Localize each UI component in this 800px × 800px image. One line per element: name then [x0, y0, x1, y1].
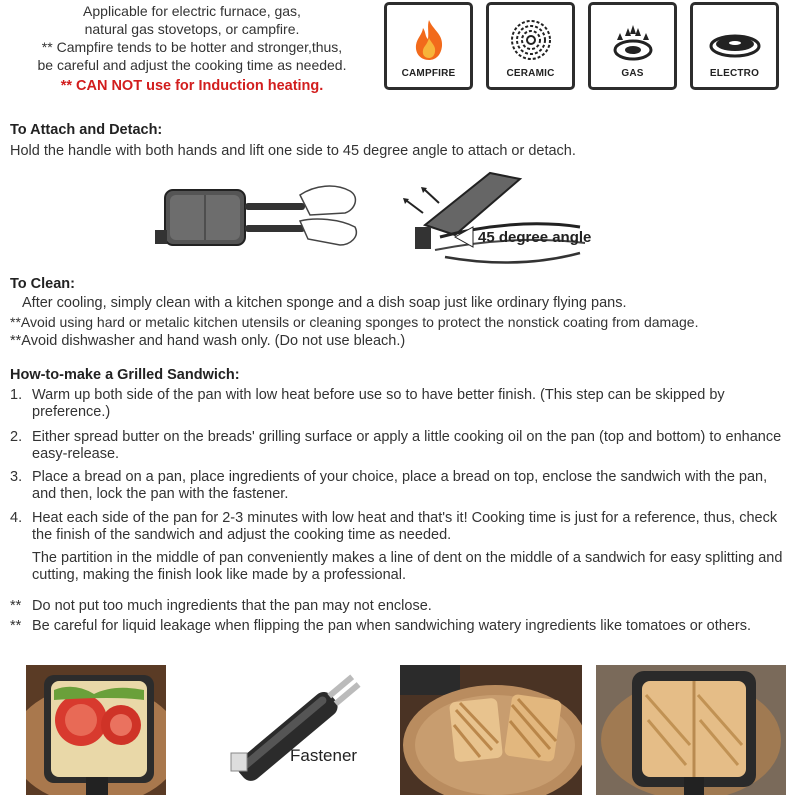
clean-line-3: **Avoid dishwasher and hand wash only. (Do not use bleach.) [10, 333, 406, 349]
attach-text: Hold the handle with both hands and lift one side to 45 degree angle to attach or detach. [10, 143, 576, 159]
icon-label-ceramic: CERAMIC [506, 68, 555, 79]
step-text: Either spread butter on the breads' grilling surface or apply a little cooking oil on the pan (top and bottom) to enhance easy-release. [32, 429, 782, 462]
note-mark: ** [10, 618, 22, 634]
angle-label: 45 degree angle [478, 229, 592, 246]
icon-label-campfire: CAMPFIRE [401, 68, 456, 79]
sandwich-in-pan-photo [596, 665, 786, 795]
attach-illustration [150, 165, 370, 265]
gas-burner-icon [609, 22, 657, 62]
induction-warning: ** CAN NOT use for Induction heating. [60, 78, 324, 94]
step-text: Heat each side of the pan for 2-3 minutes with low heat and that's it! Cooking time is just for a reference, thus, check the finish of the sandwich and adjust the cooking time as needed. [32, 510, 778, 543]
clean-heading: To Clean: [10, 276, 75, 292]
heat-source-icons [384, 2, 779, 90]
step-number: 4. [10, 510, 23, 526]
fastener-label: Fastener [290, 746, 358, 765]
howto-step [10, 429, 785, 463]
caution-note [10, 598, 785, 615]
step-text: Place a bread on a pan, place ingredients of your choice, place a bread on top, enclose the sandwich with the pan, and then, lock the pan with the fastener. [32, 469, 768, 502]
heat-source-ceramic [486, 2, 575, 90]
intro-line-3: ** Campfire tends to be hotter and stronger,thus, [41, 39, 343, 55]
caution-note [10, 618, 785, 635]
step-number: 3. [10, 469, 23, 485]
note-text: Be careful for liquid leakage when flipping the pan when sandwiching watery ingredients like tomatoes or others. [32, 618, 751, 634]
intro-line-2: natural gas stovetops, or campfire. [84, 21, 300, 37]
partition-note [32, 550, 792, 584]
howto-heading: How-to-make a Grilled Sandwich: [10, 367, 240, 383]
icon-label-gas: GAS [621, 68, 644, 79]
fastener-photo [205, 665, 390, 795]
clean-line-2: **Avoid using hard or metalic kitchen utensils or cleaning sponges to protect the nonstick coating from damage. [10, 314, 699, 330]
sandwich-ingredients-photo [26, 665, 166, 795]
step-text: Warm up both side of the pan with low heat before use so to have better finish. (This step can be skipped by preference.) [32, 387, 725, 420]
howto-step [10, 469, 785, 503]
partition-note-text: The partition in the middle of pan conveniently makes a line of dent on the middle of a sandwich for easy splitting and cutting, making the finish look like made by a professional. [32, 550, 783, 583]
angle-illustration [395, 165, 635, 270]
note-mark: ** [10, 598, 22, 614]
heat-source-gas [588, 2, 677, 90]
step-number: 2. [10, 429, 23, 445]
clean-line-1: After cooling, simply clean with a kitchen sponge and a dish soap just like ordinary flying pans. [22, 295, 627, 311]
heat-source-electro [690, 2, 779, 90]
intro-line-1: Applicable for electric furnace, gas, [83, 3, 301, 19]
ceramic-coil-icon [509, 18, 553, 62]
intro-text [0, 2, 384, 95]
grilled-sandwich-plate-photo [400, 665, 582, 795]
intro-line-4: be careful and adjust the cooking time as needed. [37, 57, 347, 73]
step-number: 1. [10, 387, 23, 403]
icon-label-electro: ELECTRO [709, 68, 760, 79]
note-text: Do not put too much ingredients that the pan may not enclose. [32, 598, 432, 614]
attach-heading: To Attach and Detach: [10, 122, 163, 138]
flame-icon [409, 18, 449, 62]
electric-plate-icon [708, 26, 762, 62]
howto-step [10, 387, 785, 421]
howto-step [10, 510, 785, 544]
heat-source-campfire [384, 2, 473, 90]
